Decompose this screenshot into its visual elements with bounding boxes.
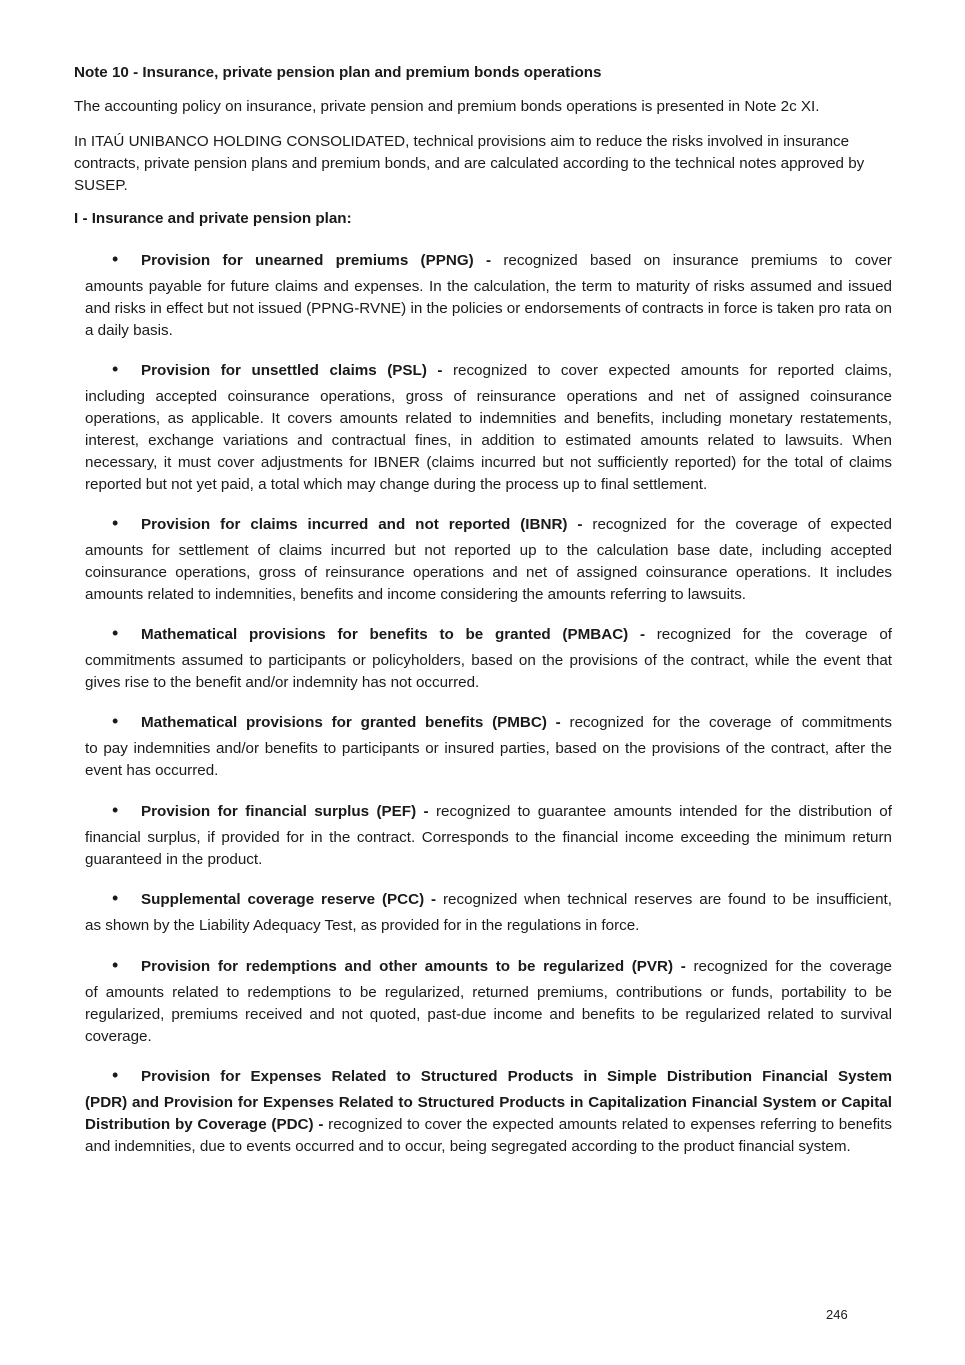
bullet-pef bbox=[85, 801, 892, 871]
bullet-term: Supplemental coverage reserve (PCC) - bbox=[141, 891, 437, 908]
bullet-ppng bbox=[85, 250, 892, 342]
bullet-body: of amounts related to redemptions to be regularized, returned premiums, contributions or funds, portability to be regularized, premiums received and not quoted, past-due income and benefits to be regularized related to survival coverage. bbox=[85, 984, 892, 1045]
bullet-first-line bbox=[85, 712, 892, 738]
bullet-pcc bbox=[85, 889, 892, 937]
bullet-icon: • bbox=[112, 360, 119, 379]
bullet-pdr-pdc bbox=[85, 1066, 892, 1158]
bullet-term: Provision for unsettled claims (PSL) - bbox=[141, 362, 443, 379]
bullet-body: commitments assumed to participants or policyholders, based on the provisions of the contract, while the event that gives rise to the benefit and/or indemnity has not occurred. bbox=[85, 652, 892, 691]
bullet-lead: recognized for the coverage of commitments bbox=[560, 714, 892, 731]
bullet-icon: • bbox=[112, 250, 119, 269]
bullet-pmbac bbox=[85, 624, 892, 694]
bullet-icon: • bbox=[112, 712, 119, 731]
bullet-first-line bbox=[85, 624, 892, 650]
bullet-lead: recognized to cover expected amounts for reported claims, bbox=[442, 362, 892, 379]
bullet-icon: • bbox=[112, 956, 119, 975]
bullet-body: recognized to cover the expected amounts related to expenses referring to benefits and indemnities, due to events occurred and to occur, being segregated according to the product financial system. bbox=[85, 1116, 892, 1155]
bullet-first-line bbox=[85, 514, 892, 540]
bullet-lead: recognized based on insurance premiums to cover bbox=[491, 252, 892, 269]
bullet-body-term: (PDR) and Provision for Expenses Related to Structured Products in Capitalization Financial System or Capital Distribution by Coverage (PDC) - bbox=[85, 1094, 892, 1133]
note-title: Note 10 - Insurance, private pension plan and premium bonds operations bbox=[74, 64, 602, 81]
bullet-term: Provision for Expenses Related to Structured Products in Simple Distribution Financial System bbox=[141, 1068, 892, 1085]
section-heading: I - Insurance and private pension plan: bbox=[74, 210, 352, 227]
bullet-body: amounts for settlement of claims incurred but not reported up to the calculation base date, including accepted coinsurance operations, gross of reinsurance operations and net of assigned coinsurance operations. It includes amounts related to indemnities, benefits and income considering the amounts referring to lawsuits. bbox=[85, 542, 892, 603]
bullet-first-line bbox=[85, 801, 892, 827]
bullet-lead: recognized when technical reserves are found to be insufficient, bbox=[436, 891, 892, 908]
bullet-icon: • bbox=[112, 624, 119, 643]
bullet-term: Mathematical provisions for benefits to be granted (PMBAC) - bbox=[141, 626, 646, 643]
bullet-lead: recognized to guarantee amounts intended for the distribution of bbox=[428, 803, 892, 820]
bullet-icon: • bbox=[112, 1066, 119, 1085]
bullet-icon: • bbox=[112, 801, 119, 820]
bullet-body: amounts payable for future claims and expenses. In the calculation, the term to maturity of risks assumed and issued and risks in effect but not issued (PPNG-RVNE) in the policies or endorsements of contracts in force is taken pro rata on a daily basis. bbox=[85, 278, 892, 339]
bullet-first-line bbox=[85, 360, 892, 386]
bullet-lead: recognized for the coverage of expected bbox=[582, 516, 892, 533]
bullet-body: including accepted coinsurance operations, gross of reinsurance operations and net of assigned coinsurance operations, as applicable. It covers amounts related to indemnities and benefits, including monetary restatements, interest, exchange variations and contractual fines, in addition to estimated amounts related to lawsuits. When necessary, it must cover adjustments for IBNER (claims incurred but not sufficiently reported) for the total of claims reported but not yet paid, a total which may change during the process up to final settlement. bbox=[85, 388, 892, 493]
bullet-icon: • bbox=[112, 889, 119, 908]
bullet-term: Provision for redemptions and other amounts to be regularized (PVR) - bbox=[141, 958, 686, 975]
bullet-lead: recognized for the coverage of bbox=[645, 626, 892, 643]
bullet-term: Provision for financial surplus (PEF) - bbox=[141, 803, 429, 820]
bullet-ibnr bbox=[85, 514, 892, 606]
bullet-term: Provision for unearned premiums (PPNG) - bbox=[141, 252, 492, 269]
bullet-first-line bbox=[85, 889, 892, 915]
intro-paragraph-2: In ITAÚ UNIBANCO HOLDING CONSOLIDATED, technical provisions aim to reduce the risks involved in insurance contracts, private pension plans and premium bonds, and are calculated according to the technical notes approved by SUSEP. bbox=[74, 133, 865, 194]
bullet-body: as shown by the Liability Adequacy Test, as provided for in the regulations in force. bbox=[85, 917, 640, 934]
bullet-first-line bbox=[85, 250, 892, 276]
bullet-lead: recognized for the coverage bbox=[685, 958, 892, 975]
bullet-body: financial surplus, if provided for in the contract. Corresponds to the financial income exceeding the minimum return guaranteed in the product. bbox=[85, 829, 892, 868]
intro-paragraph-1: The accounting policy on insurance, private pension and premium bonds operations is presented in Note 2c XI. bbox=[74, 98, 820, 115]
bullet-pvr bbox=[85, 956, 892, 1048]
bullet-icon: • bbox=[112, 514, 119, 533]
bullet-psl bbox=[85, 360, 892, 496]
bullet-term: Mathematical provisions for granted benefits (PMBC) - bbox=[141, 714, 561, 731]
bullet-term: Provision for claims incurred and not reported (IBNR) - bbox=[141, 516, 583, 533]
page-number: 246 bbox=[826, 1307, 848, 1322]
bullet-first-line bbox=[85, 956, 892, 982]
bullet-first-line bbox=[85, 1066, 892, 1092]
bullet-pmbc bbox=[85, 712, 892, 782]
bullet-body: to pay indemnities and/or benefits to participants or insured parties, based on the provisions of the contract, after the event has occurred. bbox=[85, 740, 892, 779]
